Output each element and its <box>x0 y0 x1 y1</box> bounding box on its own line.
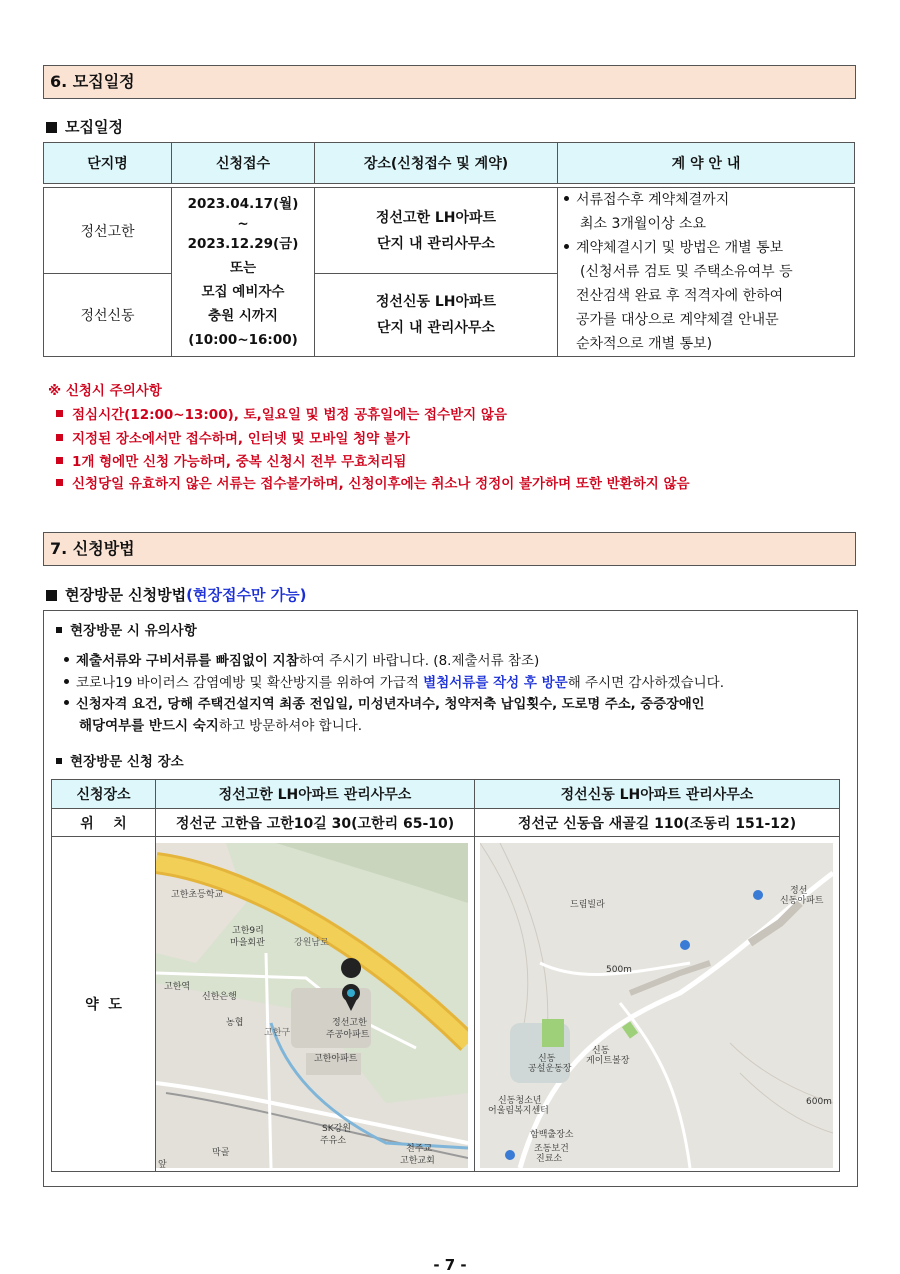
map-label: 강원남로 <box>294 938 329 948</box>
map-label: 신동청소년 <box>498 1096 542 1106</box>
square-bullet-icon <box>56 758 62 764</box>
schedule-subtitle: 모집일정 <box>46 116 123 137</box>
notice-item: 지정된 장소에서만 접수하며, 인터넷 및 모바일 청약 불가 <box>48 427 410 447</box>
section-6-title: 6. 모집일정 <box>43 65 856 99</box>
map-label: 신동 <box>538 1054 556 1064</box>
red-square-icon <box>56 479 63 486</box>
map-label: 고한교회 <box>400 1156 435 1166</box>
map-label: 신동 <box>592 1046 610 1056</box>
map-label: 신한은행 <box>202 992 237 1002</box>
caution-title: 현장방문 시 유의사항 <box>56 619 197 639</box>
col-complex: 단지명 <box>44 143 172 184</box>
col-period: 신청접수 <box>172 143 315 184</box>
map-label: 진료소 <box>536 1154 563 1164</box>
notice-item: 점심시간(12:00~13:00), 토,일요일 및 법정 공휴일에는 접수받지 않음 <box>48 403 507 423</box>
place-title: 현장방문 신청 장소 <box>56 750 184 770</box>
schedule-table <box>43 142 855 357</box>
map-label: 500m <box>606 965 632 975</box>
header-place: 신청장소 <box>52 780 156 809</box>
page-number: - 7 - <box>433 1256 467 1274</box>
header-office-gohan: 정선고한 LH아파트 관리사무소 <box>156 780 475 809</box>
map-label: 마을회관 <box>230 938 265 948</box>
map-label: 고한아파트 <box>314 1054 358 1064</box>
map-label: 고한9리 <box>232 926 264 936</box>
map-label: 주공아파트 <box>326 1030 370 1040</box>
complex-gohan: 정선고한 <box>44 188 172 274</box>
row-location: 위 치 <box>52 809 156 837</box>
map-label: 600m <box>806 1097 832 1107</box>
caution-bullet: 코로나19 바이러스 감염예방 및 확산방지를 위하여 가급적 별첨서류를 작성 후 방문해 주시면 감사하겠습니다. <box>64 672 724 694</box>
place-gohan: 정선고한 LH아파트 단지 내 관리사무소 <box>315 188 558 274</box>
map-label: 정선고한 <box>332 1018 367 1028</box>
row-map: 약 도 <box>52 837 156 1172</box>
map-label: 조동보건 <box>534 1144 569 1154</box>
header-office-sindong: 정선신동 LH아파트 관리사무소 <box>475 780 840 809</box>
map-label: 신동아파트 <box>780 896 824 906</box>
map-gohan <box>156 843 468 1168</box>
map-label: 공설운동장 <box>528 1064 572 1074</box>
map-label: 함백출장소 <box>530 1130 574 1140</box>
method-subtitle: 현장방문 신청방법(현장접수만 가능) <box>46 584 307 605</box>
application-period: 2023.04.17(월) ~ 2023.12.29(금) 또는 모집 예비자수 충원 시까지 (10:00~16:00) <box>172 188 315 357</box>
map-label: 드림빌라 <box>570 900 605 910</box>
map-label: 주유소 <box>320 1136 347 1146</box>
map-label: 게이트볼장 <box>586 1056 630 1066</box>
map-label: 천주교 <box>406 1144 433 1154</box>
map-label: 고한구 <box>264 1028 291 1038</box>
square-bullet-icon <box>46 122 57 133</box>
bullet-icon <box>64 679 69 684</box>
red-square-icon <box>56 457 63 464</box>
address-sindong: 정선군 신동읍 새골길 110(조동리 151-12) <box>475 809 840 837</box>
bullet-icon <box>64 700 69 705</box>
place-sindong: 정선신동 LH아파트 단지 내 관리사무소 <box>315 274 558 357</box>
notice-title: ※ 신청시 주의사항 <box>48 383 162 399</box>
section-7-title: 7. 신청방법 <box>43 532 856 566</box>
map-label: 정선 <box>790 886 808 896</box>
col-place: 장소(신청접수 및 계약) <box>315 143 558 184</box>
map-label: 고한역 <box>164 982 191 992</box>
map-label: 농협 <box>226 1018 244 1028</box>
red-square-icon <box>56 410 63 417</box>
map-label: 어울림복지센터 <box>488 1106 549 1116</box>
complex-sindong: 정선신동 <box>44 274 172 357</box>
square-bullet-icon <box>46 590 57 601</box>
square-bullet-icon <box>56 627 62 633</box>
notice-item: 1개 형에만 신청 가능하며, 중복 신청시 전부 무효처리됨 <box>48 450 406 470</box>
address-gohan: 정선군 고한읍 고한10길 30(고한리 65-10) <box>156 809 475 837</box>
map-label: SK강원 <box>322 1124 352 1134</box>
red-square-icon <box>56 434 63 441</box>
contract-info: 서류접수후 계약체결까지 최소 3개월이상 소요 계약체결시기 및 방법은 개별 통보 (신청서류 검토 및 주택소유여부 등 전산검색 완료 후 적격자에 한하여 공가를 대상으로 계약체결 안내문 순차적으로 개별 통보) <box>558 188 855 357</box>
caution-bullet-cont: 해당여부를 반드시 숙지하고 방문하셔야 합니다. <box>79 718 363 734</box>
caution-bullet: 신청자격 요건, 당해 주택건설지역 최종 전입일, 미성년자녀수, 청약저축 납입횟수, 도로명 주소, 중증장애인 <box>64 694 854 716</box>
notice-item: 신청당일 유효하지 않은 서류는 접수불가하며, 신청이후에는 취소나 정정이 불가하며 또한 반환하지 않음 <box>48 472 690 492</box>
map-label: 앞 <box>158 1160 167 1168</box>
caution-bullet: 제출서류와 구비서류를 빠짐없이 지참하여 주시기 바랍니다. (8.제출서류 참조) <box>64 650 539 672</box>
map-sindong <box>480 843 833 1168</box>
map-label: 고한초등학교 <box>171 890 224 900</box>
col-contract: 계 약 안 내 <box>558 143 855 184</box>
map-label: 막골 <box>212 1148 230 1158</box>
bullet-icon <box>64 657 69 662</box>
map-sindong-drawing <box>480 843 833 1168</box>
